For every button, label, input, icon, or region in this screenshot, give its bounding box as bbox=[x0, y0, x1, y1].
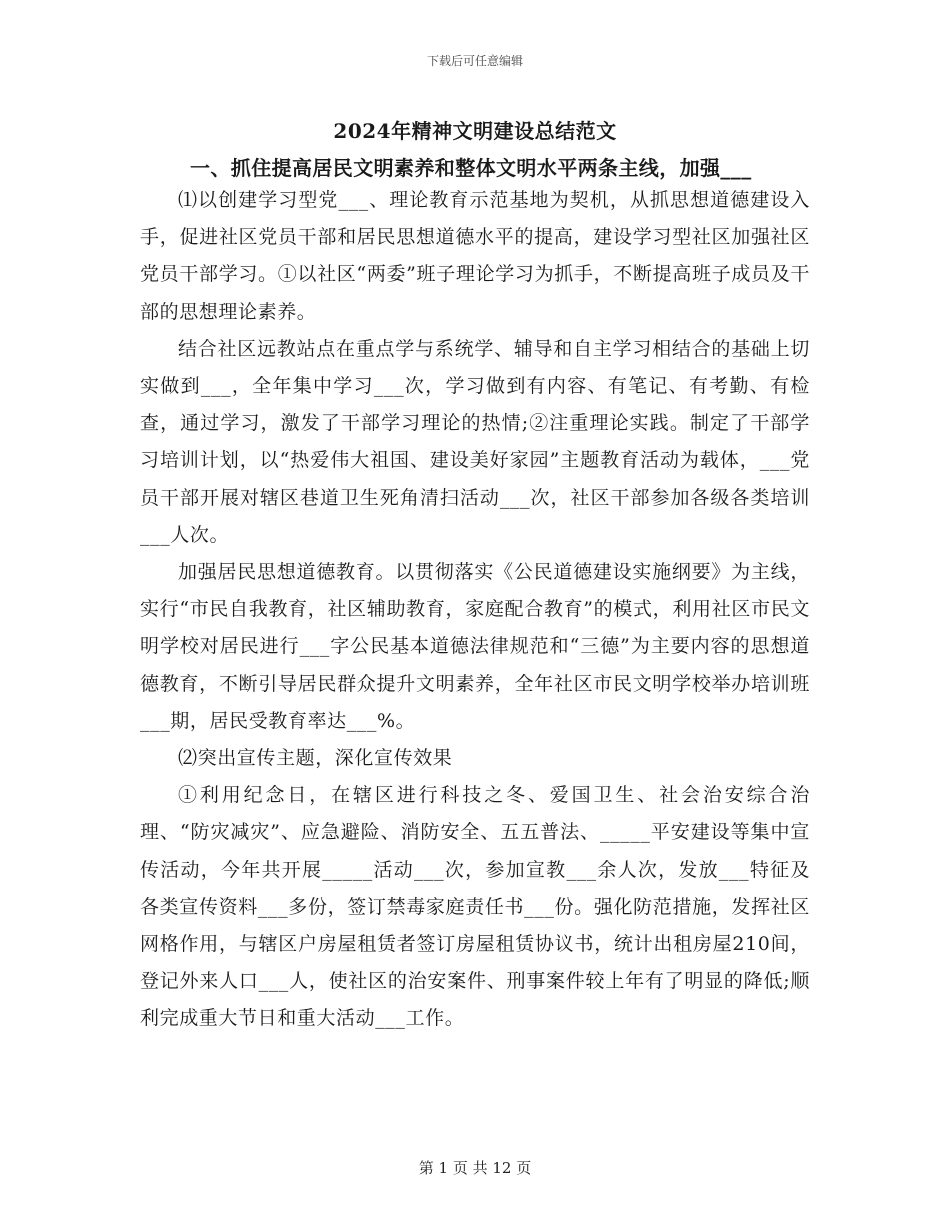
paragraph-commemoration: ①利用纪念日，在辖区进行科技之冬、爱国卫生、社会治安综合治理、“防灾减灾”、应急避险、消防安全、五五普法、_____平安建设等集中宣传活动，今年共开展_____活动___次，参加宣教___余人次，发放___特征及各类宣传资料___多份，签订禁毒家庭责任书___份。强化防范措施，发挥社区网格作用，与辖区户房屋租赁者签订房屋租赁协议书，统计出租房屋210间，登记外来人口___人，使社区的治安案件、刑事案件较上年有了明显的降低;顺利完成重大节日和重大活动___工作。 bbox=[140, 784, 810, 1030]
download-note: 下载后可任意编辑 bbox=[426, 54, 523, 68]
document-title: 2024年精神文明建设总结范文 bbox=[333, 119, 617, 143]
page-number: 第 1 页 共 12 页 bbox=[418, 1159, 532, 1177]
paragraph-study-party: ⑴以创建学习型党___、理论教育示范基地为契机，从抓思想道德建设入手，促进社区党员干部和居民思想道德水平的提高，建设学习型社区加强社区党员干部学习。①以社区“两委”班子理论学习为抓手，不断提高班子成员及干部的思想理论素养。 bbox=[140, 189, 810, 323]
paragraph-propaganda-heading: ⑵突出宣传主题，深化宣传效果 bbox=[178, 747, 453, 770]
section-heading: 一、抓住提高居民文明素养和整体文明水平两条主线，加强___ bbox=[190, 156, 752, 180]
paragraph-remote-education: 结合社区远教站点在重点学与系统学、辅导和自主学习相结合的基础上切实做到___，全年集中学习___次，学习做到有内容、有笔记、有考勤、有检查，通过学习，激发了干部学习理论的热情;②注重理论实践。制定了干部学习培训计划，以“热爱伟大祖国、建设美好家园”主题教育活动为载体，___党员干部开展对辖区巷道卫生死角清扫活动___次，社区干部参加各级各类培训___人次。 bbox=[140, 337, 810, 546]
document-body bbox=[140, 182, 810, 1038]
paragraph-moral-education: 加强居民思想道德教育。以贯彻落实《公民道德建设实施纲要》为主线，实行“市民自我教育，社区辅助教育，家庭配合教育”的模式，利用社区市民文明学校对居民进行___字公民基本道德法律规范和“三德”为主要内容的思想道德教育，不断引导居民群众提升文明素养，全年社区市民文明学校举办培训班___期，居民受教育率达___%。 bbox=[140, 561, 810, 732]
